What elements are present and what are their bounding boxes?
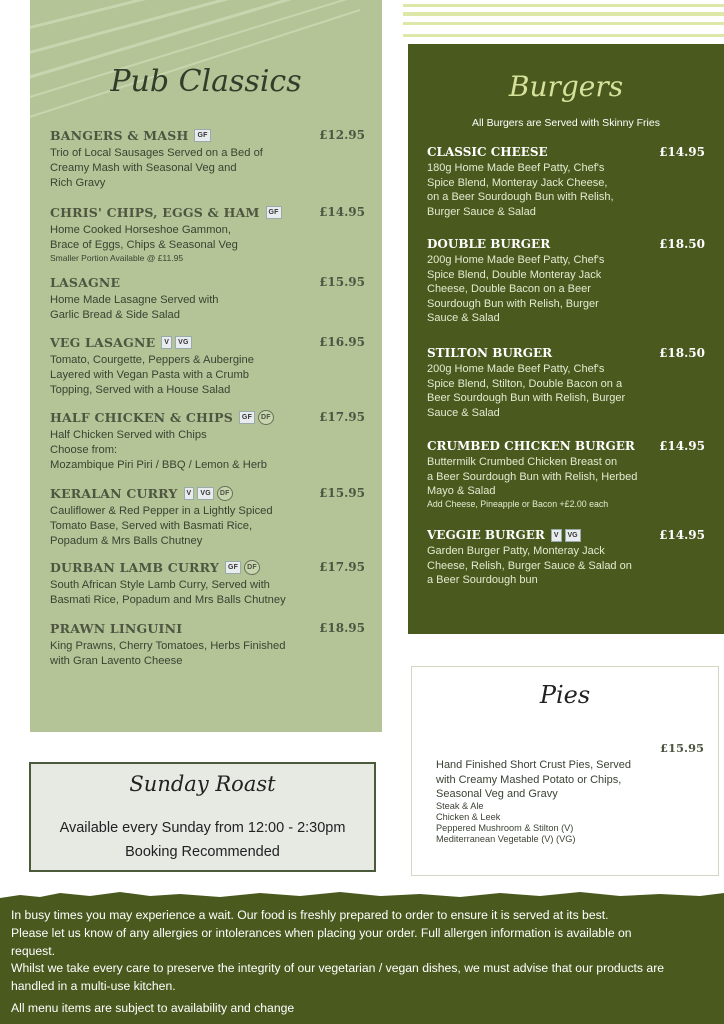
pies-title: Pies [539, 681, 591, 709]
burgers-panel [408, 44, 724, 634]
menu-item-title: DURBAN LAMB CURRY [50, 560, 219, 575]
dietary-badge: GF [225, 561, 241, 574]
footer-notice: In busy times you may experience a wait. Our food is freshly prepared to order to ensure it is served at its best. Please let us know of any allergies or intolerances when placing your order. Full allergen information is available on request. Whilst we take every care to preserve the integrity of our vegetarian / vegan dishes, we must advise that our products are handled in a multi-use kitchen. [11, 908, 665, 994]
menu-item [50, 205, 365, 264]
menu-item-title: DOUBLE BURGER [427, 237, 551, 251]
menu-item-note: Add Cheese, Pineapple or Bacon +£2.00 each [427, 498, 609, 509]
menu-item-description: Tomato, Courgette, Peppers & Aubergine Layered with Vegan Pasta with a Crumb Topping, Served with a House Salad [50, 354, 254, 396]
menu-item-price: £18.50 [659, 237, 705, 251]
dietary-badge: DF [217, 486, 233, 501]
menu-item-price: £17.95 [319, 410, 365, 424]
burgers-subtitle: All Burgers are Served with Skinny Fries [472, 117, 660, 129]
menu-item-title: VEG LASAGNE [50, 335, 156, 350]
menu-item-price: £14.95 [659, 439, 705, 453]
sunday-roast-booking: Booking Recommended [125, 844, 280, 860]
dietary-badge: V [184, 487, 195, 500]
menu-item-title: HALF CHICKEN & CHIPS [50, 410, 233, 425]
dietary-badge: VG [565, 529, 581, 542]
menu-item-price: £18.50 [659, 346, 705, 360]
menu-item [427, 237, 705, 326]
menu-item-note: Smaller Portion Available @ £11.95 [50, 252, 184, 263]
menu-item-title: CHRIS' CHIPS, EGGS & HAM [50, 205, 260, 220]
decorative-stripes [403, 0, 724, 42]
menu-item-title: CRUMBED CHICKEN BURGER [427, 439, 635, 453]
menu-item-title: PRAWN LINGUINI [50, 621, 183, 636]
menu-item-price: £17.95 [319, 560, 365, 574]
footer-torn-edge [0, 890, 724, 898]
menu-item [50, 621, 365, 669]
menu-item [50, 128, 365, 190]
menu-item-price: £14.95 [659, 528, 705, 542]
pies-varieties [436, 801, 575, 845]
dietary-badge: GF [266, 206, 282, 219]
menu-item-price: £12.95 [319, 128, 365, 142]
menu-item-title: STILTON BURGER [427, 346, 553, 360]
pie-variety: Chicken & Leek [436, 812, 501, 822]
menu-item-description: 180g Home Made Beef Patty, Chef's Spice Blend, Monteray Jack Cheese, on a Beer Sourdough Bun with Relish, Burger Sauce & Salad [427, 162, 614, 218]
pub-classics-title: Pub Classics [110, 64, 302, 99]
menu-item-description: Home Cooked Horseshoe Gammon, Brace of Eggs, Chips & Seasonal Veg [50, 224, 238, 251]
sunday-roast-availability: Available every Sunday from 12:00 - 2:30pm [59, 820, 346, 836]
menu-item-name [50, 275, 365, 290]
menu-item-title: CLASSIC CHEESE [427, 145, 548, 159]
burgers-title: Burgers [508, 70, 624, 103]
footer-availability: All menu items are subject to availability and change [11, 1001, 295, 1015]
menu-item-description: Cauliflower & Red Pepper in a Lightly Spiced Tomato Base, Served with Basmati Rice, Popadum & Mrs Balls Chutney [50, 505, 273, 547]
menu-item [427, 439, 705, 510]
menu-item-description: South African Style Lamb Curry, Served with Basmati Rice, Popadum and Mrs Balls Chutney [50, 579, 286, 606]
pies-price: £15.95 [659, 741, 704, 755]
menu-item-price: £18.95 [319, 621, 365, 635]
menu-item-title: VEGGIE BURGER [427, 528, 545, 542]
dietary-badge: GF [239, 411, 255, 424]
menu-item-title: KERALAN CURRY [50, 486, 178, 501]
menu-item-description: Half Chicken Served with Chips Choose from: Mozambique Piri Piri / BBQ / Lemon & Herb [50, 429, 267, 471]
pies-description: Hand Finished Short Crust Pies, Served with Creamy Mashed Potato or Chips, Seasonal Veg and Gravy [436, 759, 632, 800]
menu-item [427, 145, 705, 219]
menu-item [50, 335, 365, 397]
pie-variety: Peppered Mushroom & Stilton (V) [436, 823, 574, 833]
pie-variety: Steak & Ale [436, 801, 484, 811]
menu-item [50, 560, 365, 608]
menu-item [50, 410, 365, 472]
menu-item-price: £14.95 [319, 205, 365, 219]
torn-edge [408, 628, 724, 636]
menu-item-description: 200g Home Made Beef Patty, Chef's Spice Blend, Stilton, Double Bacon on a Beer Sourdough Bun with Relish, Burger Sauce & Salad [427, 363, 626, 419]
menu-item-price: £14.95 [659, 145, 705, 159]
pie-variety: Mediterranean Vegetable (V) (VG) [436, 834, 576, 844]
menu-item-price: £15.95 [319, 486, 365, 500]
pies-panel [411, 666, 719, 876]
menu-item-description: King Prawns, Cherry Tomatoes, Herbs Finished with Gran Lavento Cheese [50, 640, 286, 667]
menu-item-name [50, 560, 365, 575]
menu-item-name [50, 335, 365, 350]
menu-item-name [50, 128, 365, 143]
menu-item-price: £15.95 [319, 275, 365, 289]
menu-item-description: Garden Burger Patty, Monteray Jack Cheese, Relish, Burger Sauce & Salad on a Beer Sourdough bun [427, 545, 632, 587]
dietary-badge: GF [194, 129, 210, 142]
menu-item-title: BANGERS & MASH [50, 128, 189, 143]
menu-item-title: LASAGNE [50, 275, 121, 290]
dietary-badge: V [161, 336, 172, 349]
menu-item [427, 528, 705, 588]
dietary-badge: DF [258, 410, 274, 425]
menu-item-description: 200g Home Made Beef Patty, Chef's Spice Blend, Double Monteray Jack Cheese, Double Bacon on a Beer Sourdough Bun with Relish, Burger Sauce & Salad [427, 254, 605, 325]
menu-item-name [50, 486, 365, 501]
dietary-badge: VG [197, 487, 214, 500]
sunday-roast-box [29, 762, 376, 872]
dietary-badge: V [551, 529, 562, 542]
menu-item [50, 275, 365, 323]
menu-item-name [50, 621, 365, 636]
pub-classics-panel [30, 0, 382, 732]
footer-panel [0, 898, 724, 1024]
menu-item-description: Trio of Local Sausages Served on a Bed of Creamy Mash with Seasonal Veg and Rich Gravy [50, 147, 263, 189]
menu-item [50, 486, 365, 548]
menu-item-description: Home Made Lasagne Served with Garlic Bread & Side Salad [50, 294, 219, 321]
menu-item-name [50, 205, 365, 220]
menu-item-name [50, 410, 365, 425]
menu-item [427, 346, 705, 420]
menu-item-price: £16.95 [319, 335, 365, 349]
menu-item-description: Buttermilk Crumbed Chicken Breast on a Beer Sourdough Bun with Relish, Herbed Mayo & Salad [427, 456, 638, 498]
dietary-badge: VG [175, 336, 192, 349]
dietary-badge: DF [244, 560, 260, 575]
sunday-roast-title: Sunday Roast [129, 772, 276, 796]
